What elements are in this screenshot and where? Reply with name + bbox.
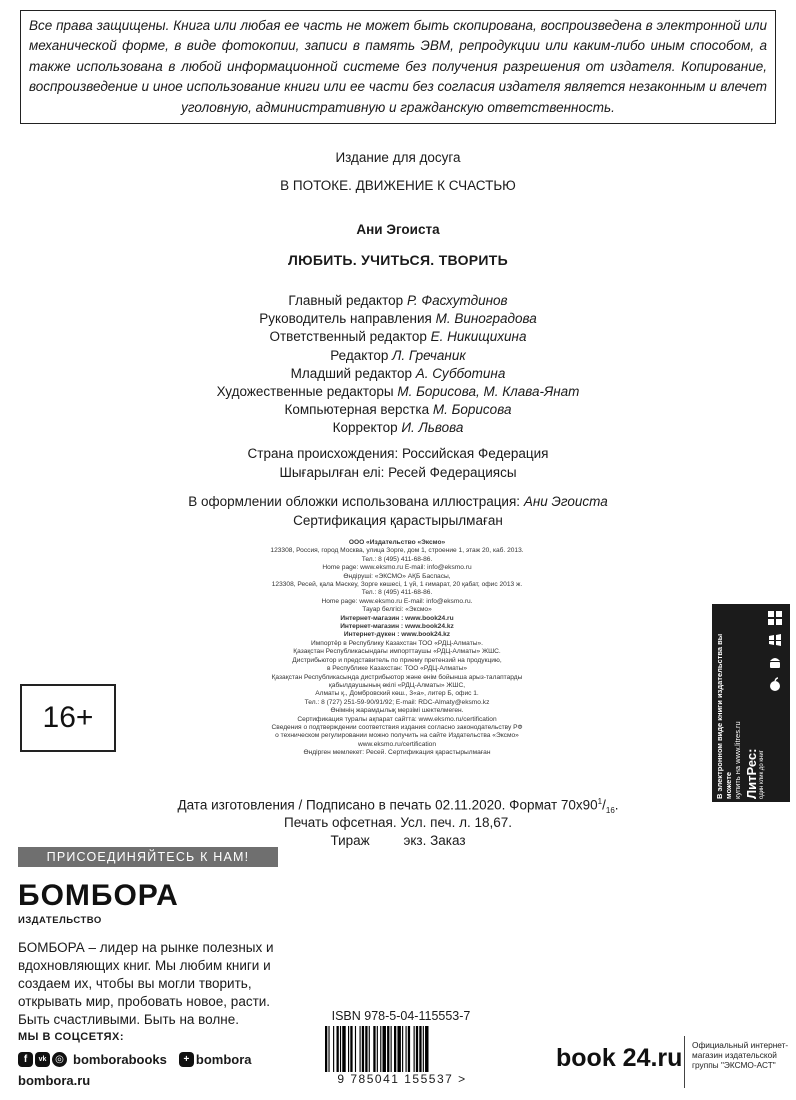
barcode-bar xyxy=(394,1026,396,1072)
litres-text xyxy=(715,609,766,799)
credit-name: М. Борисова xyxy=(432,402,512,418)
litres-line1: В электронном виде книги издательства вы можете xyxy=(715,633,733,799)
print-info: Печать офсетная. Усл. печ. л. 18,67. xyxy=(284,815,512,830)
credit-role: Компьютерная верстка xyxy=(284,402,430,418)
publisher-info-line: Сведения о подтверждении соответствия издания согласно законодательству РФ xyxy=(271,723,523,731)
credit-role: Главный редактор xyxy=(288,293,404,308)
publisher-info-line: Қазақстан Республикасында дистрибьютор және өнім бойынша арыз-талаптарды xyxy=(271,673,523,681)
copyright-notice: Все права защищены. Книга или любая ее часть не может быть скопирована, воспроизведена в электронной или механической форме, в виде фотокопии, записи в память ЭВМ, репродукции или каким-либо иным способом, а также использована в любой информационной системе без получения разрешения от издателя. Копирование, воспроизведение и иное использование книги или ее части без согласия издателя является незаконным и влечет уголовную, административную и гражданскую ответственность. xyxy=(20,10,776,124)
barcode-bar xyxy=(419,1026,421,1072)
credit-role: Редактор xyxy=(330,347,389,363)
litres-logo: ЛитРес: xyxy=(744,748,759,799)
edition-type: Издание для досуга xyxy=(335,150,461,165)
barcode-bar xyxy=(397,1026,400,1072)
publisher-info-line: Өндіруші: «ЭКСМО» АҚБ Баспасы, xyxy=(343,572,451,580)
publisher-info-line: Интернет-магазин : www.book24.ru xyxy=(340,614,454,622)
vk-icon[interactable]: vk xyxy=(35,1052,50,1067)
barcode-bar xyxy=(377,1026,378,1072)
publisher-info-line: Интернет-магазин : www.book24.kz xyxy=(340,623,454,631)
publisher-info-line: Тауар белгісі: «Эксмо» xyxy=(362,606,432,614)
bombora-subtitle: ИЗДАТЕЛЬСТВО xyxy=(18,915,102,926)
platform-icons xyxy=(764,610,786,698)
cover-illustration xyxy=(0,494,796,509)
barcode-bar xyxy=(369,1026,370,1072)
credit-name: И. Львова xyxy=(401,420,464,436)
windows-flag-icon xyxy=(767,632,783,648)
barcode-bar xyxy=(348,1026,349,1072)
credit-name: Е. Никищихина xyxy=(430,329,527,345)
barcode-bar xyxy=(423,1026,424,1072)
credit-line xyxy=(0,292,796,310)
barcode-bar xyxy=(365,1026,367,1072)
bombora-description: БОМБОРА – лидер на рынке полезных и вдохновляющих книг. Мы любим книги и создаем их, чтобы вы могли творить, открывать мир, пробовать новое, расти. Быть счастливыми. Быть на волне. xyxy=(18,940,274,1027)
credit-name: М. Виноградова xyxy=(435,311,537,327)
credit-line xyxy=(0,383,796,401)
barcode-bar xyxy=(402,1026,403,1072)
barcode-digits: 9 785041 155537 > xyxy=(337,1072,467,1086)
bombora-logo: БОМБОРА xyxy=(18,879,179,912)
book24-logo[interactable]: book 24.ru xyxy=(556,1044,683,1072)
barcode-bar xyxy=(425,1026,428,1072)
plus-icon[interactable]: + xyxy=(179,1052,194,1067)
barcode-bar xyxy=(350,1026,352,1072)
book24-note: Официальный интернет-магазин издательской группы "ЭКСМО-АСТ" xyxy=(692,1040,789,1071)
format-denominator: 16 xyxy=(605,806,615,816)
production-date-text: Дата изготовления / Подписано в печать 02.11.2020. Формат 70х90 xyxy=(177,797,598,813)
barcode-bar xyxy=(416,1026,418,1072)
barcode-bar xyxy=(383,1026,386,1072)
barcode-bar xyxy=(414,1026,415,1072)
credit-line xyxy=(0,365,796,383)
credit-role: Художественные редакторы xyxy=(216,384,394,400)
publisher-info-line: Интернет-дүкен : www.book24.kz xyxy=(343,631,451,639)
credit-role: Руководитель направления xyxy=(259,311,432,327)
social-handle-2[interactable]: bombora xyxy=(195,1051,252,1067)
barcode-bar xyxy=(342,1026,345,1072)
litres-panel xyxy=(712,604,790,802)
credits-list xyxy=(0,292,796,438)
publisher-info-line: Дистрибьютор и представитель по приему претензий на продукцию, xyxy=(292,656,502,664)
publisher-info xyxy=(232,539,562,758)
apple-icon xyxy=(767,676,783,692)
credit-line xyxy=(0,310,796,328)
credit-line xyxy=(0,347,796,365)
credit-name: М. Борисова, М. Клава-Янат xyxy=(397,384,580,400)
credit-line xyxy=(0,419,796,437)
credit-line xyxy=(0,328,796,346)
format-tail: . xyxy=(614,797,619,813)
join-us-banner: ПРИСОЕДИНЯЙТЕСЬ К НАМ! xyxy=(18,847,278,867)
instagram-icon[interactable]: ◎ xyxy=(52,1052,67,1067)
barcode-bar xyxy=(333,1026,334,1072)
publisher-info-line: в Республике Казахстан: ТОО «РДЦ-Алматы» xyxy=(326,665,468,673)
credit-role: Корректор xyxy=(332,420,398,436)
barcode-bar xyxy=(373,1026,375,1072)
publisher-info-line: Алматы қ., Домбровский көш., 3«а», литер Б, офис 1. xyxy=(315,690,479,698)
publisher-info-line: Home page: www.eksmo.ru E-mail: info@eksmo.ru. xyxy=(321,597,473,605)
book24-divider xyxy=(684,1036,685,1088)
certification-note: Сертификация қарастырылмаған xyxy=(293,513,503,528)
publisher-info-line: Тел.: 8 (727) 251-59-90/91/92; E-mail: RDC-Almaty@eksmo.kz xyxy=(304,698,490,706)
cover-illustration-label: В оформлении обложки использована иллюстрация: xyxy=(188,494,521,509)
publisher-info-line: www.eksmo.ru/certification xyxy=(357,740,437,748)
barcode-bar xyxy=(360,1026,361,1072)
publisher-info-line: Тел.: 8 (495) 411-68-86. xyxy=(361,589,433,597)
book-title: ЛЮБИТЬ. УЧИТЬСЯ. ТВОРИТЬ xyxy=(287,252,509,268)
litres-slogan: один клик до книг xyxy=(759,750,765,799)
social-links[interactable] xyxy=(18,1050,252,1068)
barcode-bar xyxy=(380,1026,381,1072)
production-date xyxy=(0,797,796,815)
credit-line xyxy=(0,401,796,419)
barcode-bar xyxy=(340,1026,341,1072)
barcode-bar xyxy=(406,1026,407,1072)
barcode-bar xyxy=(355,1026,356,1072)
publisher-info-line: Өнімнің жарамдылық мерзімі шектелмеген. xyxy=(330,707,464,715)
publisher-info-line: ООО «Издательство «Эксмо» xyxy=(348,539,446,546)
litres-line2: купить на www.litres.ru xyxy=(733,721,742,799)
publisher-info-line: Тел.: 8 (495) 411-68-86. xyxy=(361,555,433,563)
publisher-info-line: 123308, Ресей, қала Мәскеу, Зорге көшесі, 1 үй, 1 ғимарат, 20 қабат, офис 2013 ж. xyxy=(271,581,523,589)
age-rating-badge: 16+ xyxy=(20,684,116,752)
print-run: Тираж экз. Заказ xyxy=(330,833,466,848)
barcode-bar xyxy=(328,1026,329,1072)
author-name: Ани Эгоиста xyxy=(356,222,440,237)
bombora-website[interactable]: bombora.ru xyxy=(18,1073,91,1088)
credit-role: Ответственный редактор xyxy=(269,329,427,345)
barcode xyxy=(325,1026,477,1072)
credit-name: А. Субботина xyxy=(415,365,506,381)
publisher-info-line: Өндірген мемлекет: Ресей. Сертификация қарастырылмаған xyxy=(303,749,491,757)
isbn: ISBN 978-5-04-115553-7 xyxy=(331,1009,471,1023)
credit-name: Л. Гречаник xyxy=(392,347,466,363)
barcode-bar xyxy=(408,1026,410,1072)
windows-icon xyxy=(767,610,783,626)
barcode-bar xyxy=(387,1026,389,1072)
publisher-info-line: о техническом регулировании можно получить на сайте Издательства «Эксмо» xyxy=(275,732,519,740)
publisher-info-line: Қазақстан Республикасындағы импорттаушы «РДЦ-Алматы» ЖШС. xyxy=(293,648,501,656)
publisher-info-line: Сертификация туралы ақпарат сайтта: www.eksmo.ru/certification xyxy=(297,715,497,723)
social-handle[interactable]: bomborabooks xyxy=(73,1051,167,1067)
format-slash: / xyxy=(602,797,606,813)
credit-name: Р. Фасхутдинов xyxy=(406,293,508,308)
format-numerator: 1 xyxy=(597,797,603,806)
publisher-info-line: қабылдаушының өкілі «РДЦ-Алматы» ЖШС, xyxy=(328,681,466,689)
barcode-bar xyxy=(362,1026,364,1072)
social-title: МЫ В СОЦСЕТЯХ: xyxy=(18,1031,125,1043)
android-icon xyxy=(767,654,783,670)
barcode-bar xyxy=(325,1026,327,1072)
facebook-icon[interactable]: f xyxy=(18,1052,33,1067)
barcode-bar xyxy=(337,1026,339,1072)
publisher-info-line: 123308, Россия, город Москва, улица Зорге, дом 1, строение 1, этаж 20, каб. 2013. xyxy=(270,547,524,555)
barcode-bar xyxy=(391,1026,392,1072)
series-title: В ПОТОКЕ. ДВИЖЕНИЕ К СЧАСТЬЮ xyxy=(280,178,516,193)
publisher-info-line: Импортёр в Республику Казахстан ТОО «РДЦ-Алматы». xyxy=(311,639,483,647)
cover-artist: Ани Эгоиста xyxy=(523,494,608,509)
credit-role: Младший редактор xyxy=(290,365,413,381)
publisher-info-line: Home page: www.eksmo.ru E-mail: info@eksmo.ru xyxy=(322,564,472,572)
country-of-origin: Страна происхождения: Российская Федерация xyxy=(247,446,549,461)
country-of-origin-kz: Шығарылған елі: Ресей Федерациясы xyxy=(279,465,517,480)
